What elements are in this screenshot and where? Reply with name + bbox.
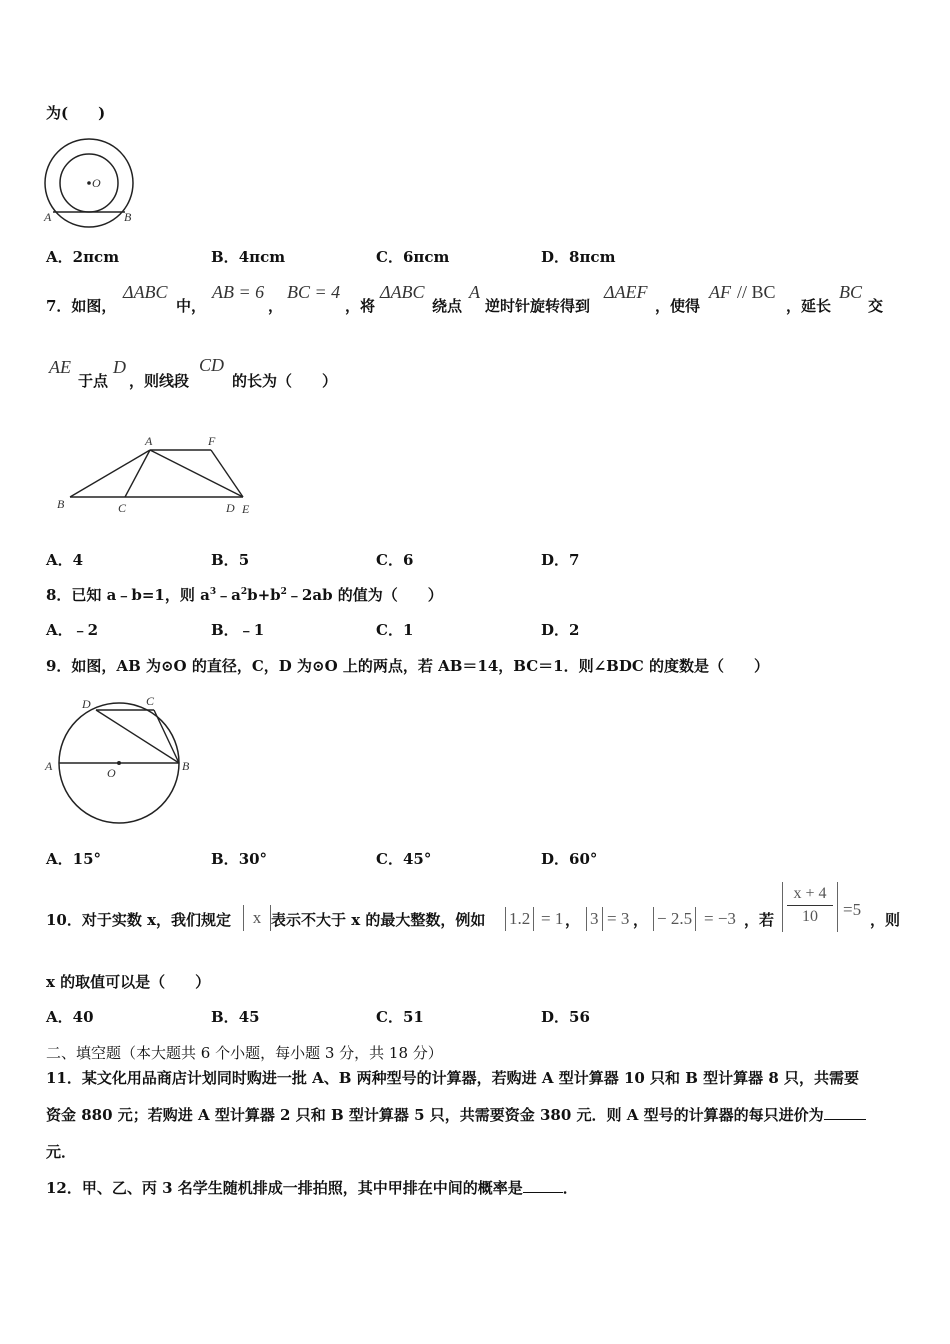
q7-rotation-figure — [50, 430, 260, 520]
q8-option-b[interactable]: B．﹣1 — [211, 621, 265, 639]
q9-option-d[interactable]: D．60° — [541, 850, 598, 868]
q7-af: AF — [709, 282, 731, 302]
q7-option-a[interactable]: A．4 — [46, 551, 84, 569]
q7-option-c[interactable]: C．6 — [376, 551, 414, 569]
q7-label-e: E — [242, 502, 250, 516]
q7-point-d: D — [113, 357, 126, 377]
q7-jiao: 交 — [868, 297, 884, 315]
q7-triangle-abc: ΔABC — [123, 282, 168, 302]
q7-comma: ， — [268, 297, 284, 315]
q11-answer-blank[interactable] — [824, 1105, 866, 1120]
q9-label-a: A — [45, 759, 53, 773]
q6-label-o: O — [92, 176, 101, 190]
q7-bc-2: BC — [839, 282, 863, 302]
q7-option-d[interactable]: D．7 — [541, 551, 580, 569]
q10-floor-example-2: 3 — [586, 907, 603, 931]
q10-floor-example-1: 1.2 — [505, 907, 534, 931]
q8-stem: 8．已知 a﹣b=1，则 $a^3﹣a^2b+b^2﹣2ab$ 的值为（ ） — [46, 586, 443, 604]
q12-answer-blank[interactable] — [523, 1178, 563, 1193]
q9-circle-figure — [40, 688, 200, 828]
q10-pre: 10．对于实数 x，我们规定 — [46, 911, 232, 929]
q10-option-b[interactable]: B．45 — [211, 1008, 260, 1026]
q10-ruo: ，若 — [744, 911, 775, 929]
q7-ab-eq: AB = 6 — [212, 282, 265, 302]
q7-bc-eq: BC = 4 — [287, 282, 341, 302]
q10-example-2-result: = 3 — [607, 909, 630, 928]
q10-floor-x: x — [243, 905, 271, 931]
q7-zhong: 中， — [176, 297, 207, 315]
q7-label-d: D — [226, 501, 235, 515]
q9-stem: 9．如图，AB 为⊙O 的直径，C，D 为⊙O 上的两点，若 AB＝14，BC＝1．则∠BDC 的度数是（ ） — [46, 657, 770, 675]
q9-option-c[interactable]: C．45° — [376, 850, 432, 868]
q8-option-c[interactable]: C．1 — [376, 621, 414, 639]
section-2-heading: 二、填空题（本大题共 6 个小题，每小题 3 分，共 18 分） — [46, 1044, 443, 1062]
q7-zexian: ，则线段 — [129, 372, 190, 390]
q10-option-a[interactable]: A．40 — [46, 1008, 94, 1026]
q6-center-dot — [87, 181, 91, 185]
q7-yanchang: ，延长 — [786, 297, 832, 315]
q7-rao: 绕点 — [432, 297, 463, 315]
q10-option-c[interactable]: C．51 — [376, 1008, 424, 1026]
q10-ze: ，则 — [870, 911, 901, 929]
q7-yudian: 于点 — [78, 372, 109, 390]
q10-equals-5: =5 — [843, 900, 862, 919]
q10-comma-1: ， — [565, 911, 581, 929]
q9-center-dot — [117, 761, 121, 765]
q7-label-a: A — [145, 434, 153, 448]
q10-example-1-result: = 1 — [541, 909, 564, 928]
q10-fraction-numerator: x + 4 — [787, 883, 833, 906]
q6-label-b: B — [124, 210, 132, 224]
q9-label-c: C — [146, 694, 155, 708]
q7-parallel-bc: // BC — [737, 282, 776, 302]
q12-stem: 12．甲、乙、丙 3 名学生随机排成一排拍照，其中甲排在中间的概率是 ． — [46, 1179, 578, 1197]
q7-label-c: C — [118, 501, 127, 515]
q7-label-b: B — [57, 497, 65, 511]
q7-number: 7．如图， — [46, 297, 117, 315]
q6-option-a[interactable]: A．2πcm — [46, 248, 120, 266]
q7-label-f: F — [208, 434, 216, 448]
q6-concentric-circles-figure — [40, 135, 140, 230]
q6-option-b[interactable]: B．4πcm — [211, 248, 286, 266]
q10-fraction-denominator: 10 — [802, 908, 818, 925]
q11-line1: 11．某文化用品商店计划同时购进一批 A、B 两种型号的计算器，若购进 A 型计算器 10 只和 B 型计算器 8 只，共需要 — [46, 1069, 860, 1087]
q10-comma-2: ， — [633, 911, 649, 929]
q7-triangle-aef: ΔAEF — [604, 282, 648, 302]
q7-triangle-abc-2: ΔABC — [380, 282, 425, 302]
q10-option-d[interactable]: D．56 — [541, 1008, 590, 1026]
q10-example-3-result: = −3 — [704, 909, 736, 928]
q7-shide: ，使得 — [655, 297, 701, 315]
q7-line-fe — [211, 450, 243, 497]
q7-changwei: 的长为（ ） — [232, 372, 338, 390]
q7-point-a: A — [469, 282, 480, 302]
q7-ae: AE — [49, 357, 71, 377]
q8-option-d[interactable]: D．2 — [541, 621, 580, 639]
q7-rotate: 逆时针旋转得到 — [485, 297, 591, 315]
q6-option-d[interactable]: D．8πcm — [541, 248, 616, 266]
q6-tail: 为( ) — [46, 104, 106, 122]
q9-label-o: O — [107, 766, 116, 780]
q7-option-b[interactable]: B．5 — [211, 551, 250, 569]
q11-line3: 元． — [46, 1143, 77, 1161]
q7-line-ae — [150, 450, 243, 497]
q6-option-c[interactable]: C．6πcm — [376, 248, 450, 266]
q7-cd: CD — [199, 355, 225, 375]
q9-label-b: B — [182, 759, 190, 773]
q9-option-a[interactable]: A．15° — [46, 850, 102, 868]
q9-label-d: D — [82, 697, 91, 711]
q8-option-a[interactable]: A．﹣2 — [46, 621, 99, 639]
q10-line2: x 的取值可以是（ ） — [46, 973, 211, 991]
q10-floor-example-3: − 2.5 — [653, 907, 696, 931]
q7-jiang: ，将 — [345, 297, 376, 315]
q6-label-a: A — [44, 210, 52, 224]
q9-option-b[interactable]: B．30° — [211, 850, 268, 868]
q10-floor-fraction — [782, 882, 838, 932]
q10-mid: 表示不大于 x 的最大整数，例如 — [271, 911, 486, 929]
q11-line2: 资金 880 元；若购进 A 型计算器 2 只和 B 型计算器 5 只，共需要资金 380 元．则 A 型号的计算器的每只进价为 — [46, 1105, 866, 1125]
